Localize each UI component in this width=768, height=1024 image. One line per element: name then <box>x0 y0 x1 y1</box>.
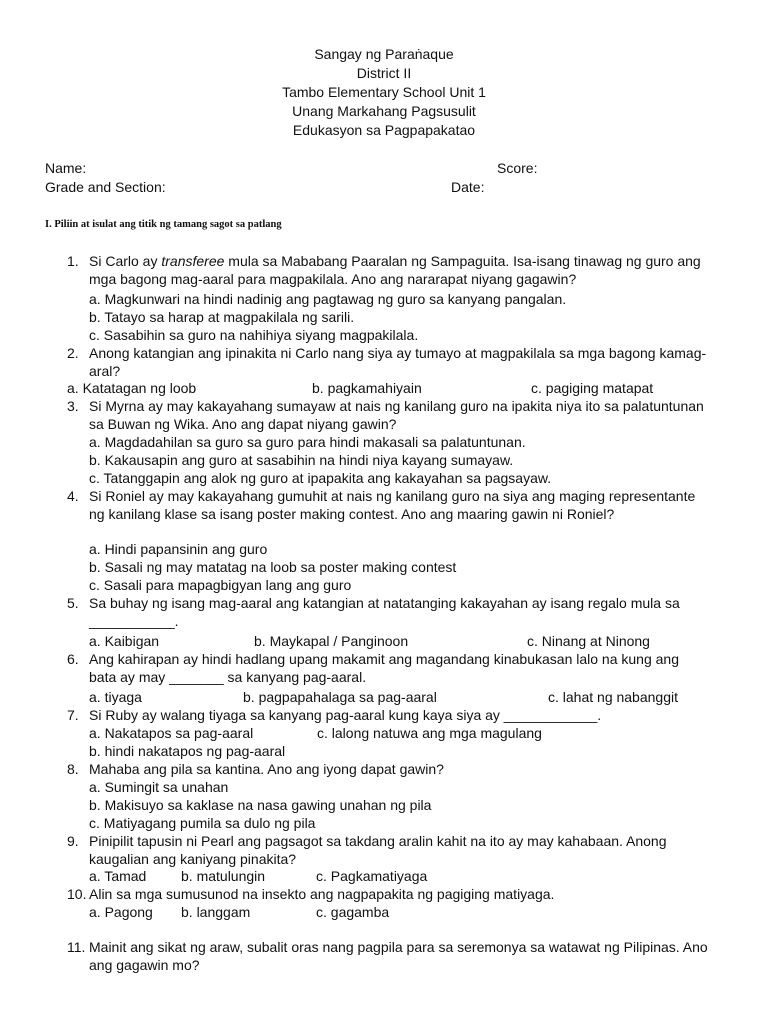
question-number: 10. <box>67 886 87 902</box>
option-1c: c. Sasabihin sa guro na nahihiya siyang magpakilala. <box>89 327 419 343</box>
question-number: 9. <box>67 833 79 849</box>
grade-section-label: Grade and Section: <box>45 179 166 195</box>
option-2b: b. pagkamahiyain <box>312 380 422 396</box>
option-8c: c. Matiyagang pumila sa dulo ng pila <box>89 815 316 831</box>
name-label: Name: <box>45 160 87 176</box>
option-8b: b. Makisuyo sa kaklase na nasa gawing unahan ng pila <box>89 797 432 813</box>
question-text-part: Si Carlo ay <box>89 253 162 269</box>
question-text-part: mula sa Mababang Paaralan ng Sampaguita. Isa-isang tinawag ng guro ang mga bagong mag-aaral para magpakilala. Ano ang nararapat niyang gagawin? <box>89 253 701 287</box>
question-text: Ang kahirapan ay hindi hadlang upang makamit ang magandang kinabukasan lalo na kung ang bata ay may _______ sa kanyang pag-aaral. <box>89 651 679 685</box>
option-3a: a. Magdadahilan sa guro sa guro para hindi makasali sa palatuntunan. <box>89 434 526 450</box>
option-4c: c. Sasali para mapagbigyan lang ang guro <box>89 577 352 593</box>
option-8a: a. Sumingit sa unahan <box>89 779 229 795</box>
header-subject: Edukasyon sa Pagpapakatao <box>292 122 476 138</box>
option-2c: c. pagiging matapat <box>531 380 654 396</box>
question-text: Si Myrna ay may kakayahang sumayaw at nais ng kanilang guro na ipakita niya ito sa palatuntunan sa Buwan ng Wika. Ano ang dapat niyang gawin? <box>89 398 704 432</box>
question-text: Pinipilit tapusin ni Pearl ang pagsagot sa takdang aralin kahit na ito ay may kahabaan. Anong kaugalian ang kaniyang pinakita? <box>89 833 667 867</box>
option-5a: a. Kaibigan <box>89 633 160 649</box>
question-number: 7. <box>67 707 79 723</box>
option-1b: b. Tatayo sa harap at magpakilala ng sarili. <box>89 309 355 325</box>
question-text <box>89 252 709 288</box>
question-number: 4. <box>67 488 79 504</box>
question-text: Mahaba ang pila sa kantina. Ano ang iyong dapat gawin? <box>89 761 444 777</box>
option-9a: a. Tamad <box>89 868 147 884</box>
option-1a: a. Magkunwari na hindi nadinig ang pagtawag ng guro sa kanyang pangalan. <box>89 291 567 307</box>
option-7c: c. lalong natuwa ang mga magulang <box>317 725 542 741</box>
option-4b: b. Sasali ng may matatag na loob sa poster making contest <box>89 559 457 575</box>
section-instructions: I. Piliin at isulat ang titik ng tamang sagot sa patlang <box>45 219 282 230</box>
question-number: 8. <box>67 761 79 777</box>
option-3b: b. Kakausapin ang guro at sasabihin na hindi niya kayang sumayaw. <box>89 452 514 468</box>
question-number: 3. <box>67 398 79 414</box>
question-number: 2. <box>67 345 79 361</box>
question-number: 11. <box>67 939 86 955</box>
option-10a: a. Pagong <box>89 904 153 920</box>
option-9c: c. Pagkamatiyaga <box>316 868 428 884</box>
question-text: Alin sa mga sumusunod na insekto ang nagpapakita ng pagiging matiyaga. <box>89 886 555 902</box>
question-text: Anong katangian ang ipinakita ni Carlo nang siya ay tumayo at magpakilala sa mga bagong kamag-aral? <box>89 345 707 379</box>
option-7a: a. Nakatapos sa pag-aaral <box>89 725 254 741</box>
option-3c: c. Tatanggapin ang alok ng guro at ipapakita ang kakayahan sa pagsayaw. <box>89 470 552 486</box>
document-header <box>0 45 768 140</box>
option-10b: b. langgam <box>181 904 251 920</box>
option-5b: b. Maykapal / Panginoon <box>254 633 409 649</box>
option-4a: a. Hindi papansinin ang guro <box>89 541 268 557</box>
question-text: Si Roniel ay may kakayahang gumuhit at nais ng kanilang guro na siya ang maging representante ng kanilang klase sa isang poster making contest. Ano ang maaring gawin ni Roniel? <box>89 488 696 522</box>
option-6c: c. lahat ng nabanggit <box>548 689 678 705</box>
header-district: District II <box>356 65 412 81</box>
question-text: Si Ruby ay walang tiyaga sa kanyang pag-aaral kung kaya siya ay ____________. <box>89 707 602 723</box>
option-7b: b. hindi nakatapos ng pag-aaral <box>89 743 286 759</box>
question-number: 1. <box>67 253 79 269</box>
header-school: Tambo Elementary School Unit 1 <box>282 84 486 100</box>
option-10c: c. gagamba <box>316 904 390 920</box>
question-text-italic: transferee <box>161 253 225 269</box>
option-5c: c. Ninang at Ninong <box>527 633 650 649</box>
date-label: Date: <box>451 179 485 195</box>
header-division: Sangay ng Paraṅaque <box>314 46 454 62</box>
option-6b: b. pagpapahalaga sa pag-aaral <box>243 689 437 705</box>
question-number: 5. <box>67 595 79 611</box>
option-9b: b. matulungin <box>181 868 266 884</box>
header-exam-title: Unang Markahang Pagsusulit <box>292 103 476 119</box>
question-number: 6. <box>67 651 79 667</box>
question-text: Mainit ang sikat ng araw, subalit oras nang pagpila para sa seremonya sa watawat ng Pilipinas. Ano ang gagawin mo? <box>89 939 708 973</box>
option-6a: a. tiyaga <box>89 689 142 705</box>
question-text: Sa buhay ng isang mag-aaral ang katangian at natatanging kakayahan ay isang regalo mula sa ___________. <box>89 595 680 629</box>
option-2a: a. Katatagan ng loob <box>67 380 197 396</box>
score-label: Score: <box>497 160 538 176</box>
